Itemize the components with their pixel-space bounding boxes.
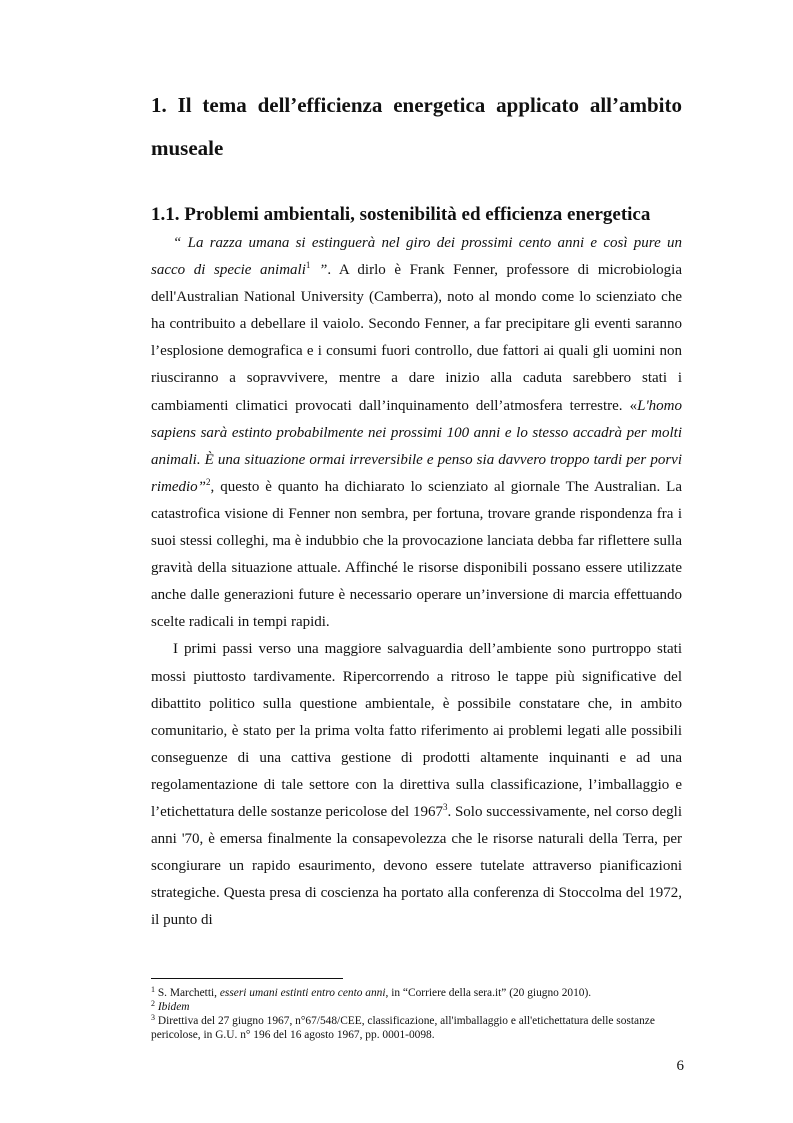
quote-fenner-1: “ La razza umana si estinguerà nel giro dei prossimi cento anni e così pure un sacco di specie animali <box>151 235 682 279</box>
footnote-ref-1[interactable]: 1 <box>305 260 311 271</box>
section-title: 1.1. Problemi ambientali, sostenibilità ed efficienza energetica <box>151 204 651 225</box>
paragraph-1 <box>151 230 682 636</box>
quote-fenner-1-close: ” <box>310 262 328 279</box>
footnote-2-title: Ibidem <box>157 1001 190 1013</box>
quote-fenner-2: L'homo sapiens sarà estinto probabilmente nei prossimi 100 anni e lo stesso accadrà per molti animali. È una situazione ormai irreversibile e penso sia davvero troppo tardi per porvi rimedio” <box>151 397 682 495</box>
paragraph-2-text-a: I primi passi verso una maggiore salvaguardia dell’ambiente sono purtroppo stati mossi piuttosto tardivamente. Ripercorrendo a ritroso le tappe più significative del dibattito politico sulla questione ambientale, è possibile constatare che, in ambito comunitario, è stato per la prima volta fatto riferimento ai problemi legati alle possibili conseguenze di una cattiva gestione di prodotti altamente inquinanti e ad una regolamentazione di tale settore con la direttiva sulla classificazione, l’imballaggio e l’etichettatura delle sostanze pericolose del 1967 <box>151 641 682 820</box>
footnote-2-number: 2 <box>151 999 155 1008</box>
footnote-3 <box>151 1014 682 1042</box>
page-number: 6 <box>676 1058 684 1074</box>
footnote-3-number: 3 <box>151 1013 155 1022</box>
paragraph-2-text-b: . Solo successivamente, nel corso degli anni '70, è emersa finalmente la consapevolezza che le risorse naturali della Terra, per scongiurare un rapido esaurimento, devono essere tutelate attraverso pianificazioni strategiche. Questa presa di coscienza ha portato alla conferenza di Stoccolma del 1972, il punto di <box>151 803 682 929</box>
footnote-1-post: , in “Corriere della sera.it” (20 giugno 2010). <box>385 987 592 999</box>
footnote-1-pre: S. Marchetti, <box>155 987 220 999</box>
paragraph-1-text-a: . A dirlo è Frank Fenner, professore di microbiologia dell'Australian National University (Camberra), noto al mondo come lo scienziato che ha contribuito a debellare il vaiolo. Secondo Fenner, a far precipitare gli eventi saranno l’esplosione demografica e i consumi fuori controllo, due fattori ai quali gli uomini non riusciranno a sopravvivere, mentre a dare inizio alla caduta sarebbero stati i cambiamenti climatici provocati dall’inquinamento dell’atmosfera terrestre. « <box>151 262 682 414</box>
footnote-1-number: 1 <box>151 985 155 994</box>
paragraph-1-text-b: , questo è quanto ha dichiarato lo scienziato al giornale The Australian. La catastrofica visione di Fenner non sembra, per fortuna, trovare grande rispondenza fra i suoi stessi colleghi, ma è indubbio che la provocazione lanciata debba far riflettere sulla gravità della situazione attuale. Affinché le risorse disponibili possano essere utilizzate anche dalle generazioni future è necessario operare un’inversione di marcia effettuando scelte radicali in tempi rapidi. <box>151 478 682 631</box>
chapter-title: 1. Il tema dell’efficienza energetica applicato all’ambito museale <box>151 93 682 160</box>
footnote-2 <box>151 1000 682 1014</box>
paragraph-2 <box>151 636 682 934</box>
main-text <box>151 84 682 934</box>
footnote-separator <box>151 978 343 979</box>
footnote-ref-2[interactable]: 2 <box>206 476 211 487</box>
footnote-ref-3[interactable]: 3 <box>442 801 448 812</box>
footnotes <box>151 986 682 1042</box>
footnote-1 <box>151 986 682 1000</box>
footnote-1-title: esseri umani estinti entro cento anni <box>219 987 386 999</box>
footnote-3-text: Direttiva del 27 giugno 1967, n°67/548/CEE, classificazione, all'imballaggio e all'etichettatura delle sostanze pericolose, in G.U. n° 196 del 16 agosto 1967, pp. 0001-0098. <box>151 1015 655 1041</box>
